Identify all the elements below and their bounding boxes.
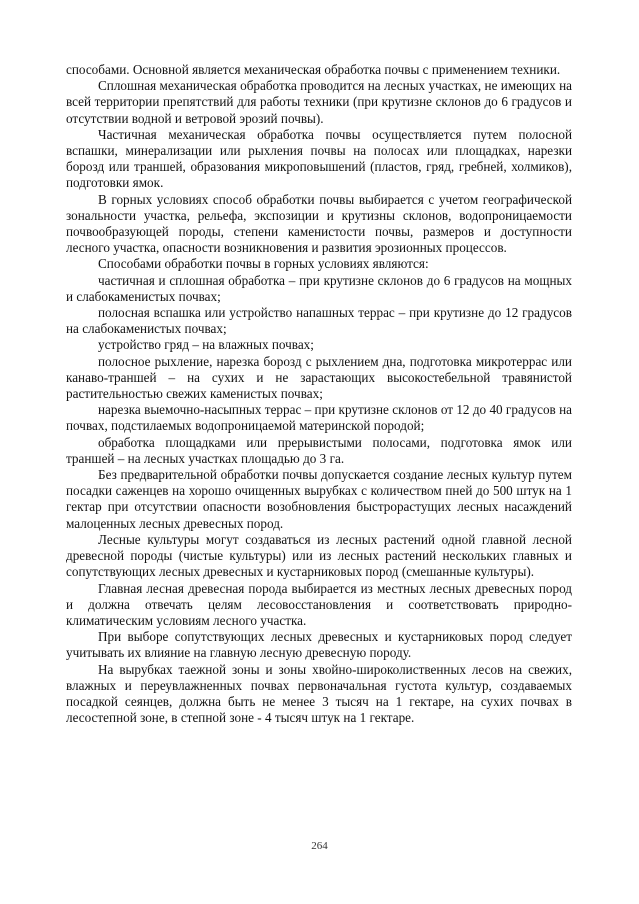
paragraph: Без предварительной обработки почвы допускается создание лесных культур путем посадки саженцев на хорошо очищенных вырубках с количеством пней до 500 штук на 1 гектар при отсутствии опасности возобновления быстрорастущих лесных насаждений малоценных лесных древесных пород. — [66, 467, 572, 531]
paragraph: При выборе сопутствующих лесных древесных и кустарниковых пород следует учитывать их влияние на главную лесную древесную породу. — [66, 629, 572, 661]
paragraph: Способами обработки почвы в горных условиях являются: — [98, 256, 429, 272]
paragraph: Сплошная механическая обработка проводится на лесных участках, не имеющих на всей территории препятствий для работы техники (при крутизне склонов до 6 градусов и отсутствии водной и ветровой эрозий почвы). — [66, 78, 572, 126]
paragraph: Главная лесная древесная порода выбирается из местных лесных древесных пород и должна отвечать целям лесовосстановления и соответствовать природно-климатическим условиям лесного участка. — [66, 580, 572, 628]
list-item: частичная и сплошная обработка – при крутизне склонов до 6 градусов на мощных и слабокаменистых почвах; — [66, 272, 572, 304]
paragraph: На вырубках таежной зоны и зоны хвойно-широколиственных лесов на свежих, влажных и переувлажненных почвах первоначальная густота культур, создаваемых посадкой сеянцев, должна быть не менее 3 тысяч на 1 гектаре, на сухих почвах в лесостепной зоне, в степной зоне - 4 тысяч штук на 1 гектаре. — [66, 661, 572, 726]
paragraph: Лесные культуры могут создаваться из лесных растений одной главной лесной древесной породы (чистые культуры) или из лесных растений нескольких главных и сопутствующих лесных древесных и кустарниковых пород (смешанные культуры). — [66, 531, 572, 580]
list-item: обработка площадками или прерывистыми полосами, подготовка ямок или траншей – на лесных участках площадью до 3 га. — [66, 434, 572, 466]
list-item: устройство гряд – на влажных почвах; — [98, 337, 314, 353]
list-item: полосная вспашка или устройство напашных террас – при крутизне до 12 градусов на слабокаменистых почвах; — [66, 305, 572, 337]
paragraph: В горных условиях способ обработки почвы выбирается с учетом географической зональности участка, рельефа, экспозиции и крутизны склонов, водопроницаемости почвообразующей породы, степени каменистости почвы, размеров и доступности лесного участка, опасности возникновения и развития эрозионных процессов. — [66, 191, 572, 256]
list-item: полосное рыхление, нарезка борозд с рыхлением дна, подготовка микротеррас или канаво-траншей – на сухих и не зарастающих высокостебельной травянистой растительностью свежих каменистых почвах; — [66, 353, 572, 402]
list-item: нарезка выемочно-насыпных террас – при крутизне склонов от 12 до 40 градусов на почвах, подстилаемых водопроницаемой материнской породой; — [66, 402, 572, 434]
text-body — [66, 62, 572, 726]
paragraph: Частичная механическая обработка почвы осуществляется путем полосной вспашки, минерализации или рыхления почвы на полосах или площадках, нарезки борозд или траншей, образования микроповышений (пластов, гряд, гребней, холмиков), подготовки ямок. — [66, 126, 572, 191]
page-number: 264 — [311, 840, 328, 852]
paragraph: способами. Основной является механическая обработка почвы с применением техники. — [66, 62, 561, 77]
